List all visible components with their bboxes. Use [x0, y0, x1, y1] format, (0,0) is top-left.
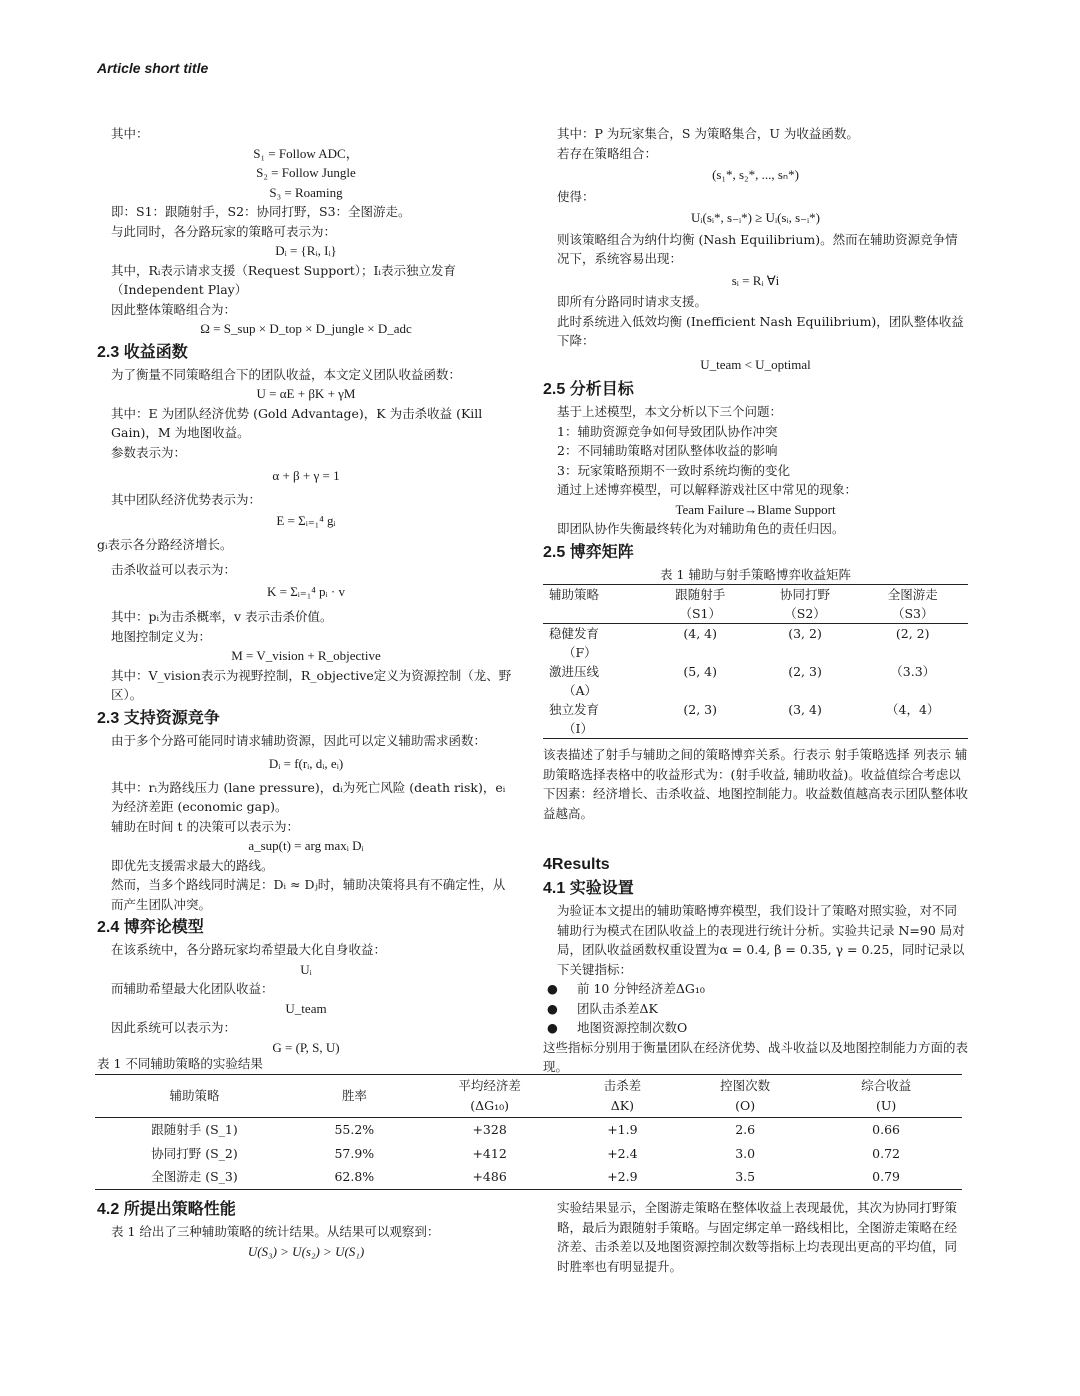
text: 其中：V_vision表示为视野控制，R_objective定义为资源控制（龙、野区）。 [111, 667, 512, 702]
equation: U_team < U_optimal [700, 356, 811, 372]
right-column [543, 124, 968, 1077]
text: 而辅助希望最大化团队收益： [111, 981, 274, 996]
text: 参数表示为： [111, 444, 187, 460]
table-header: 胜率 [341, 1088, 367, 1103]
table-header: 平均经济差 [458, 1078, 521, 1093]
table-row [543, 643, 968, 662]
table-cell: 55.2% [334, 1121, 375, 1137]
table-cell: 协同打野 (S_2) [151, 1145, 238, 1161]
table-cell: (5, 4) [683, 664, 718, 679]
text: 其中：pᵢ为击杀概率，v 表示击杀价值。 [111, 609, 333, 624]
table-cell: (2, 2) [895, 626, 930, 641]
text: 表 1 给出了三种辅助策略的统计结果。从结果可以观察到： [111, 1224, 440, 1239]
text: 这些指标分别用于衡量团队在经济优势、战斗收益以及地图控制能力方面的表现。 [543, 1039, 969, 1074]
table-header: 辅助策略 [169, 1088, 220, 1103]
table-row [543, 681, 968, 700]
table-cell: 57.9% [334, 1145, 375, 1161]
table-header: 击杀差 [603, 1078, 642, 1093]
equation: K = Σᵢ₌₁⁴ pᵢ · v [266, 583, 346, 599]
list-item-text: 前 10 分钟经济差ΔG₁₀ [577, 981, 705, 996]
table-header: (U) [875, 1098, 897, 1113]
list-item-text: 团队击杀差ΔK [577, 1000, 658, 1016]
text: 其中：rᵢ为路线压力 (lane pressure)，dᵢ为死亡风险 (death risk)，eᵢ为经济差距 (economic gap)。 [111, 779, 506, 814]
table-cell: 3.0 [735, 1145, 756, 1161]
text: 即优先支援需求最大的路线。 [111, 857, 274, 873]
section-heading: 4.1 实验设置 [543, 880, 634, 897]
text: 由于多个分路可能同时请求辅助资源，因此可以定义辅助需求函数： [111, 732, 487, 748]
list-item: ● 地图资源控制次数O [543, 1018, 968, 1038]
table-cell: +1.9 [607, 1121, 638, 1137]
list-item: ● 前 10 分钟经济差ΔG₁₀ [543, 979, 968, 999]
table-cell: 0.66 [872, 1121, 900, 1137]
left-column [97, 124, 515, 1057]
bottom-right-column [543, 1198, 968, 1276]
table-header: ΔK) [610, 1098, 634, 1113]
table-header: （S1） [679, 606, 721, 621]
equation: sᵢ = Rᵢ ∀i [731, 272, 780, 288]
equation: Uᵢ [300, 961, 312, 977]
table-header: (ΔG₁₀) [470, 1098, 510, 1113]
table-header: (O) [735, 1098, 756, 1113]
table-row [95, 1118, 962, 1142]
bottom-left-column [97, 1198, 515, 1261]
table-cell: 3.5 [735, 1169, 756, 1185]
table-cell: +486 [472, 1169, 507, 1185]
table-cell: (4, 4) [683, 626, 718, 641]
section-heading: 2.4 博弈论模型 [97, 919, 204, 936]
text: 其中：E 为团队经济优势 (Gold Advantage)，K 为击杀收益 (Kill Gain)，M 为地图收益。 [111, 405, 483, 440]
equation: M = V_vision + R_objective [231, 648, 381, 663]
table-cell: (2, 3) [788, 664, 822, 679]
table-row [543, 624, 968, 644]
table-cell: 激进压线 [549, 664, 600, 679]
table-header: 协同打野 [780, 587, 831, 602]
table-cell: （4，4） [886, 702, 940, 717]
text: 此时系统进入低效均衡 (Inefficient Nash Equilibrium)，团队整体收益下降： [557, 313, 964, 348]
section-heading: 2.3 支持资源竞争 [97, 709, 220, 727]
equation: Dᵢ = f(rᵢ, dᵢ, eᵢ) [268, 756, 344, 771]
section-heading: 4Results [543, 856, 610, 873]
text: 若存在策略组合： [557, 145, 658, 161]
table-row [543, 700, 968, 719]
equation: a_sup(t) = arg maxᵢ Dᵢ [248, 838, 364, 853]
table-cell: 0.72 [872, 1145, 900, 1161]
table-cell: （F） [563, 645, 597, 660]
results-table [95, 1074, 962, 1190]
table-cell: 跟随射手 (S_1) [151, 1121, 238, 1137]
text: 即：S1：跟随射手，S2：协同打野，S3：全图游走。 [111, 204, 411, 219]
text: 因此整体策略组合为： [111, 301, 237, 317]
table-row [543, 662, 968, 681]
text: 然而，当多个路线同时满足：Dᵢ ≈ Dⱼ时，辅助决策将具有不确定性，从而产生团队冲突。 [111, 877, 506, 912]
equation: α + β + γ = 1 [272, 468, 340, 483]
table-cell: （3.3） [890, 664, 936, 679]
table-header: 综合收益 [861, 1078, 912, 1093]
text: 与此同时，各分路玩家的策略可表示为： [111, 223, 337, 239]
text: 地图控制定义为： [111, 628, 212, 644]
table-cell: 稳健发育 [549, 626, 600, 641]
table-row [95, 1166, 962, 1190]
text: 2：不同辅助策略对团队整体收益的影响 [557, 443, 778, 458]
text: 因此系统可以表示为： [111, 1020, 237, 1035]
equation: S₂ = Follow Jungle [256, 165, 356, 180]
running-head: Article short title [97, 60, 209, 76]
section-heading: 2.3 收益函数 [97, 343, 188, 361]
equation: Dᵢ = {Rᵢ, Iᵢ} [275, 243, 337, 258]
text: 使得： [557, 188, 595, 204]
table-cell: 62.8% [334, 1169, 375, 1185]
table-cell: +328 [472, 1121, 507, 1137]
text: 为了衡量不同策略组合下的团队收益，本文定义团队收益函数： [111, 366, 462, 382]
table-cell: +2.4 [607, 1145, 638, 1161]
table-header: 辅助策略 [549, 587, 600, 602]
text: 基于上述模型，本文分析以下三个问题： [557, 404, 783, 419]
table-cell: +2.9 [607, 1169, 638, 1185]
text: 辅助在时间 t 的决策可以表示为： [111, 818, 299, 834]
text: gᵢ表示各分路经济增长。 [97, 536, 233, 552]
text: 其中： [111, 126, 149, 141]
table-cell: 2.6 [735, 1121, 756, 1137]
table-cell: 全图游走 (S_3) [151, 1169, 238, 1185]
equation: Ω = S_sup × D_top × D_jungle × D_adc [200, 321, 412, 336]
equation: U(S₃) > U(s₂) > U(S₁) [247, 1243, 365, 1259]
table-header [543, 604, 648, 624]
table-caption: 表 1 辅助与射手策略博弈收益矩阵 [660, 566, 851, 582]
section-heading: 2.5 博弈矩阵 [543, 543, 634, 561]
table-header: 控图次数 [720, 1078, 771, 1093]
payoff-matrix-table [543, 584, 968, 739]
equation: G = (P, S, U) [272, 1039, 340, 1055]
equation: S₁ = Follow ADC， [253, 145, 359, 161]
text: 1：辅助资源竞争如何导致团队协作冲突 [557, 423, 778, 439]
results-table-caption: 表 1 不同辅助策略的实验结果 [97, 1056, 263, 1071]
text: 其中，Rᵢ表示请求支援（Request Support）；Iᵢ表示独立发育（Independent Play） [111, 262, 456, 297]
equation: E = Σᵢ₌₁⁴ gᵢ [276, 513, 336, 528]
text: 为验证本文提出的辅助策略博弈模型，我们设计了策略对照实验，对不同辅助行为模式在团队收益上的表现进行统计分析。实验共记录 N=90 局对局，团队收益函数权重设置为α = 0.4, β = 0.35, γ = 0.25，同时记录以下关键指标： [557, 903, 965, 977]
text: 其中团队经济优势表示为： [111, 491, 262, 507]
text: 在该系统中，各分路玩家均希望最大化自身收益： [111, 942, 387, 957]
table-cell: 0.79 [872, 1169, 900, 1185]
text: 即所有分路同时请求支援。 [557, 294, 708, 309]
equation: U = αE + βK + γM [256, 386, 356, 401]
text: 则该策略组合为纳什均衡 (Nash Equilibrium)。然而在辅助资源竞争情况下，系统容易出现： [557, 231, 958, 266]
table-cell: （A） [563, 683, 598, 698]
table-cell: 独立发育 [549, 702, 600, 717]
equation: U_team [285, 1000, 327, 1016]
section-heading: 2.5 分析目标 [543, 381, 634, 398]
text: 3：玩家策略预期不一致时系统均衡的变化 [557, 462, 790, 478]
text: 击杀收益可以表示为： [111, 562, 237, 577]
table-cell: （I） [563, 721, 593, 736]
table-header: （S2） [784, 606, 826, 621]
table-cell: (3, 2) [788, 626, 822, 641]
table-row [95, 1142, 962, 1166]
text: 实验结果显示，全图游走策略在整体收益上表现最优，其次为协同打野策略，最后为跟随射手策略。与固定绑定单一路线相比，全图游走策略在经济差、击杀差以及地图资源控制次数等指标上均表现出更高的平均值，同时胜率也有明显提升。 [557, 1200, 958, 1274]
table-header: 跟随射手 [675, 587, 726, 602]
text: 其中：P 为玩家集合，S 为策略集合，U 为收益函数。 [557, 126, 859, 141]
section-heading: 4.2 所提出策略性能 [97, 1201, 236, 1218]
list-item-text: 地图资源控制次数O [577, 1020, 688, 1035]
table-header: （S3） [891, 606, 934, 621]
equation: Uᵢ(sᵢ*, s₋ᵢ*) ≥ Uᵢ(sᵢ, s₋ᵢ*) [691, 210, 820, 225]
text: 通过上述博弈模型，可以解释游戏社区中常见的现象： [557, 482, 858, 497]
text: 即团队协作失衡最终转化为对辅助角色的责任归因。 [557, 521, 845, 536]
table-row [543, 719, 968, 739]
equation: Team Failure→Blame Support [675, 501, 836, 517]
table-header: 全图游走 [887, 587, 938, 602]
table-cell: +412 [472, 1145, 507, 1161]
table-cell: (3, 4) [788, 702, 822, 717]
list-item: ● 团队击杀差ΔK [543, 999, 968, 1019]
table-cell: (2, 3) [683, 702, 718, 717]
equation: S₃ = Roaming [269, 184, 343, 200]
equation: (s₁*, s₂*, ..., sₙ*) [712, 167, 799, 182]
text: 该表描述了射手与辅助之间的策略博弈关系。行表示 射手策略选择 列表示 辅助策略选择表格中的收益形式为：(射手收益, 辅助收益)。收益值综合考虑以下因素：经济增长、击杀收益、地图控制能力。收益数值越高表示团队整体收益越高。 [543, 747, 969, 821]
